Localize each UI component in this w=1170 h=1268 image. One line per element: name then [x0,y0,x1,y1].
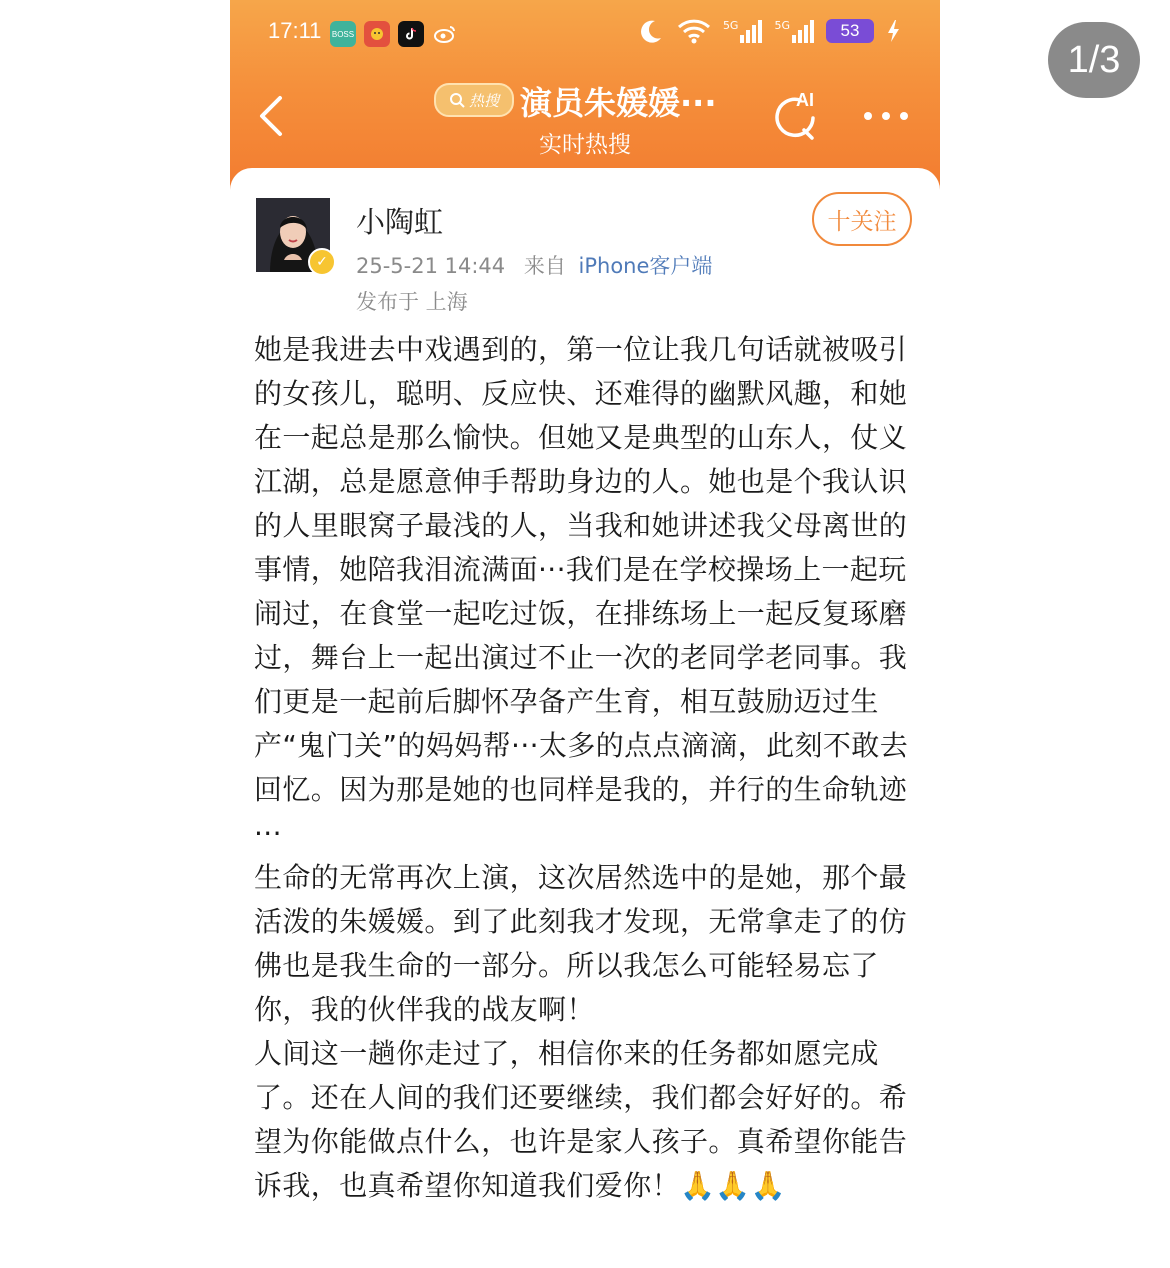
post-paragraph: 她是我进去中戏遇到的，第一位让我几句话就被吸引的女孩儿，聪明、反应快、还难得的幽默风趣，和她在一起总是那么愉快。但她又是典型的山东人，仗义江湖，总是愿意伸手帮助身边的人。她也是个我认识的人里眼窝子最浅的人，当我和她讲述我父母离世的事情，她陪我泪流满面···我们是在学校操场上一起玩闹过，在食堂一起吃过饭，在排练场上一起反复琢磨过，舞台上一起出演过不止一次的老同学老同事。我们更是一起前后脚怀孕备产生育，相互鼓励迈过生产“鬼门关”的妈妈帮···太多的点点滴滴，此刻不敢去回忆。因为那是她的也同样是我的，并行的生命轨迹··· [254,333,909,850]
battery-indicator: 53 [826,19,874,43]
signal-icon-2: 5G [774,20,814,43]
page-indicator: 1/3 [1048,22,1140,98]
boss-zhipin-icon [330,21,356,47]
author-name[interactable]: 小陶虹 [356,205,444,239]
hot-search-badge [434,83,514,117]
post-paragraph: 生命的无常再次上演，这次居然选中的是她，那个最活泼的朱媛媛。到了此刻我才发现，无常拿走了的仿佛也是我生命的一部分。所以我怎么可能轻易忘了你，我的伙伴我的战友啊！ [254,861,908,1026]
post-meta [356,250,712,280]
wifi-icon [677,18,711,44]
notification-icons [330,21,458,47]
ai-search-button[interactable] [770,92,820,142]
post-date: 25-5-21 14:44 [356,254,506,278]
weibo-icon [432,21,458,47]
status-time: 17:11 [268,18,322,43]
post-paragraph: 人间这一趟你走过了，相信你来的任务都如愿完成了。还在人间的我们还要继续，我们都会好好的。希望为你能做点什么，也许是家人孩子。真希望你能告诉我，也真希望你知道我们爱你！🙏🙏🙏 [254,1037,908,1202]
post-body [254,328,914,1208]
app-notification-icon [364,21,390,47]
follow-button[interactable]: 十关注 [812,192,912,246]
phone-screen [230,0,940,1202]
hot-badge-label: 热搜 [468,91,499,110]
post-location: 发布于 上海 [356,290,468,314]
post-source-link[interactable]: iPhone客户端 [578,254,713,278]
page-title: 演员朱媛媛··· [520,84,717,122]
tiktok-icon [398,21,424,47]
moon-icon [637,17,665,45]
more-options-icon[interactable] [862,106,910,126]
status-indicators [637,17,900,45]
ai-label: AI [796,90,814,110]
charging-icon [886,19,900,43]
search-icon [449,92,465,108]
page-subtitle: 实时热搜 [539,132,631,158]
boss-label: BOSS [331,29,355,39]
post-card [230,168,940,1268]
signal-icon-1: 5G [723,20,763,43]
verified-badge-icon: ✓ [308,248,336,276]
from-label: 来自 [523,254,566,278]
